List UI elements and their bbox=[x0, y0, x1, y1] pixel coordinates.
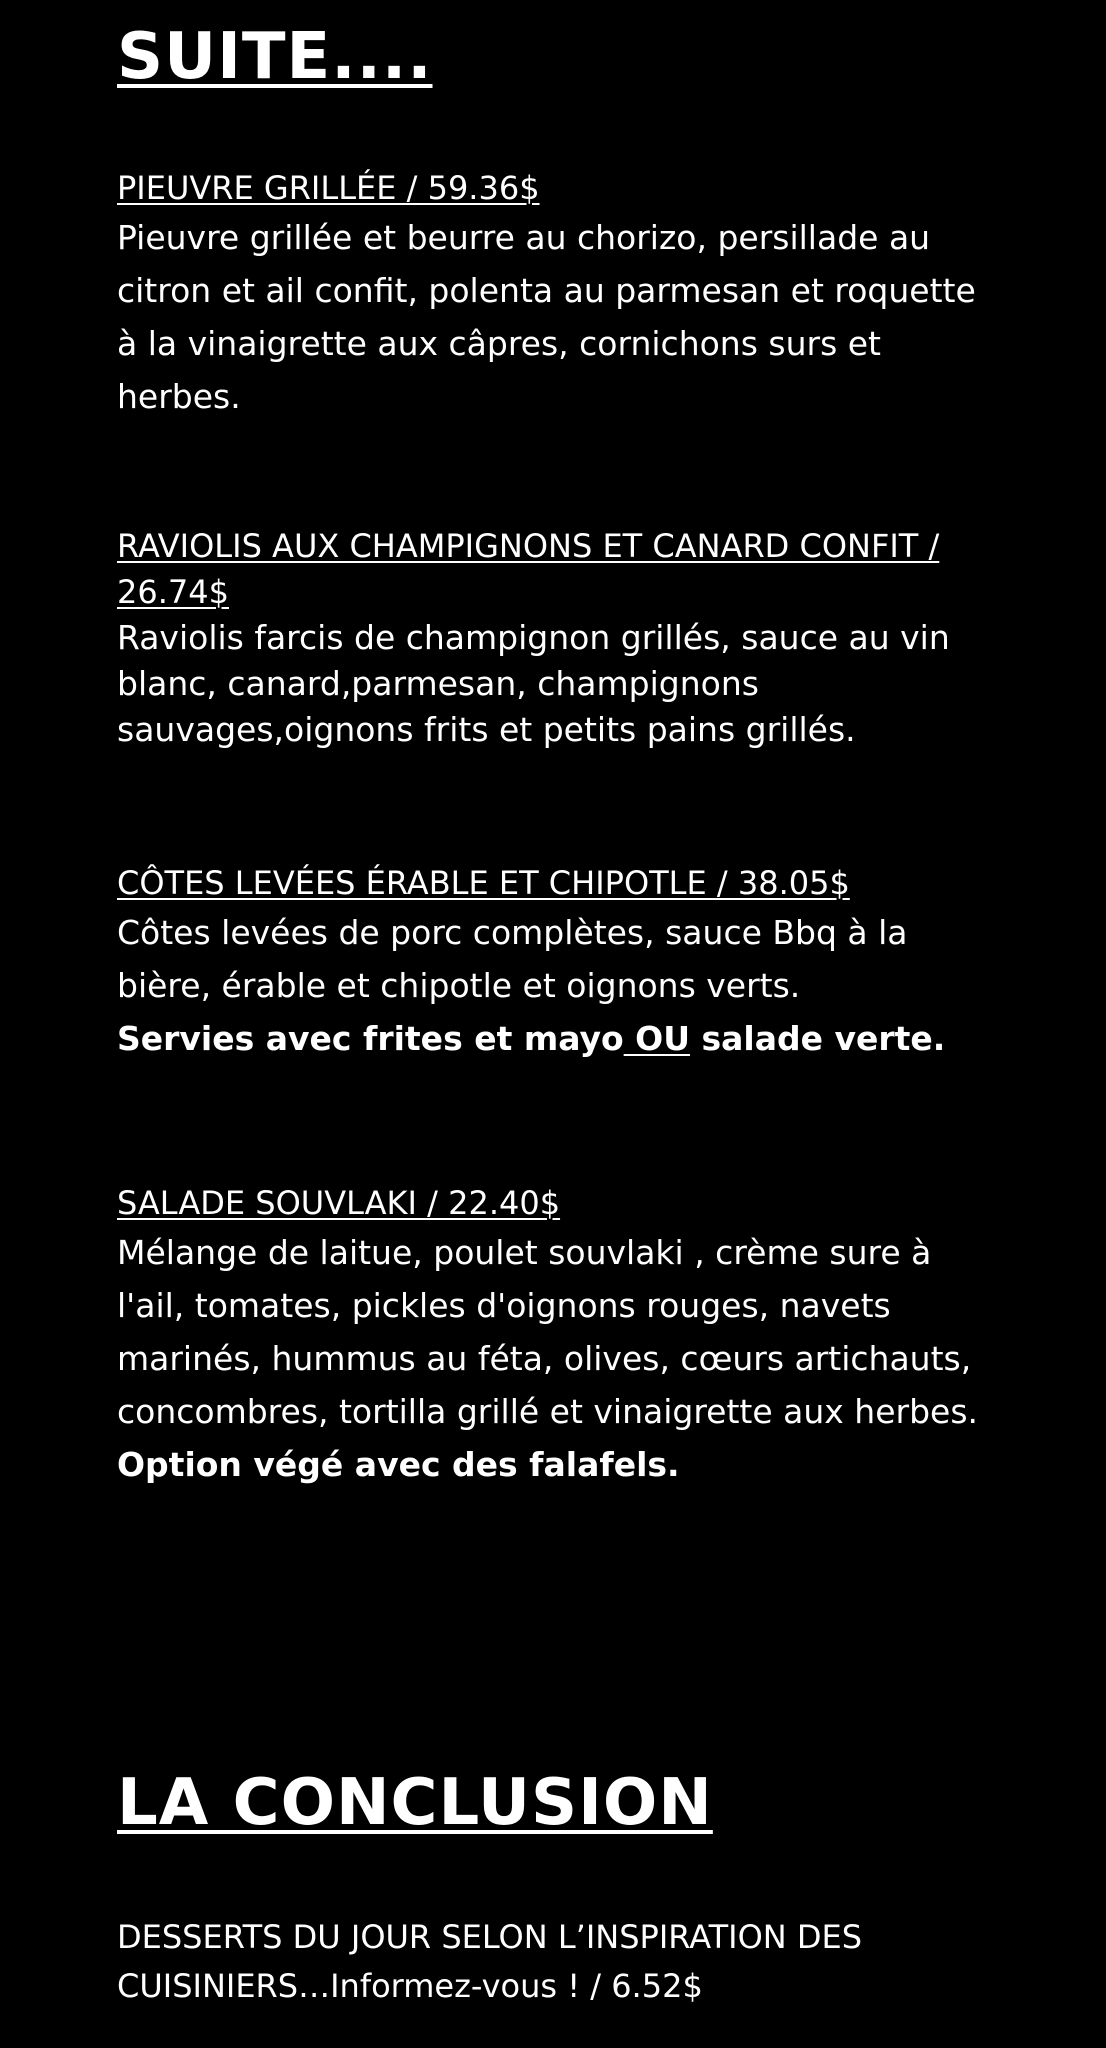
dish-note: Option végé avec des falafels. bbox=[117, 1445, 680, 1484]
dish-description: Raviolis farcis de champignon grillés, sauce au vin blanc, canard,parmesan, champignons sauvages,oignons frits et petits pains grillés. bbox=[117, 618, 950, 749]
note-emphasis: OU bbox=[623, 1019, 691, 1058]
dish-cotes-levees bbox=[117, 860, 997, 1065]
section-title-conclusion: LA CONCLUSION bbox=[117, 1766, 713, 1840]
dish-raviolis bbox=[117, 523, 997, 753]
dish-description: Mélange de laitue, poulet souvlaki , crème sure à l'ail, tomates, pickles d'oignons rouges, navets marinés, hummus au féta, olives, cœurs artichauts, concombres, tortilla grillé et vinaigrette aux herbes. bbox=[117, 1233, 979, 1431]
note-text-after: salade verte. bbox=[690, 1019, 946, 1058]
section-title-suite: SUITE.... bbox=[117, 20, 433, 94]
dish-note bbox=[117, 1012, 997, 1065]
dish-description: Côtes levées de porc complètes, sauce Bbq à la bière, érable et chipotle et oignons verts. bbox=[117, 913, 908, 1005]
note-text: Servies avec frites et mayo bbox=[117, 1019, 624, 1058]
dish-name: RAVIOLIS AUX CHAMPIGNONS ET CANARD CONFIT / 26.74$ bbox=[117, 527, 940, 611]
dish-description: Pieuvre grillée et beurre au chorizo, persillade au citron et ail confit, polenta au parmesan et roquette à la vinaigrette aux câpres, cornichons surs et herbes. bbox=[117, 218, 976, 416]
dish-salade-souvlaki bbox=[117, 1180, 997, 1491]
dish-name: PIEUVRE GRILLÉE / 59.36$ bbox=[117, 169, 540, 207]
dish-name: CÔTES LEVÉES ÉRABLE ET CHIPOTLE / 38.05$ bbox=[117, 864, 850, 902]
dish-pieuvre bbox=[117, 165, 997, 423]
dessert-item: DESSERTS DU JOUR SELON L’INSPIRATION DES CUISINIERS…Informez-vous ! / 6.52$ bbox=[117, 1918, 863, 2005]
dish-name: SALADE SOUVLAKI / 22.40$ bbox=[117, 1184, 561, 1222]
